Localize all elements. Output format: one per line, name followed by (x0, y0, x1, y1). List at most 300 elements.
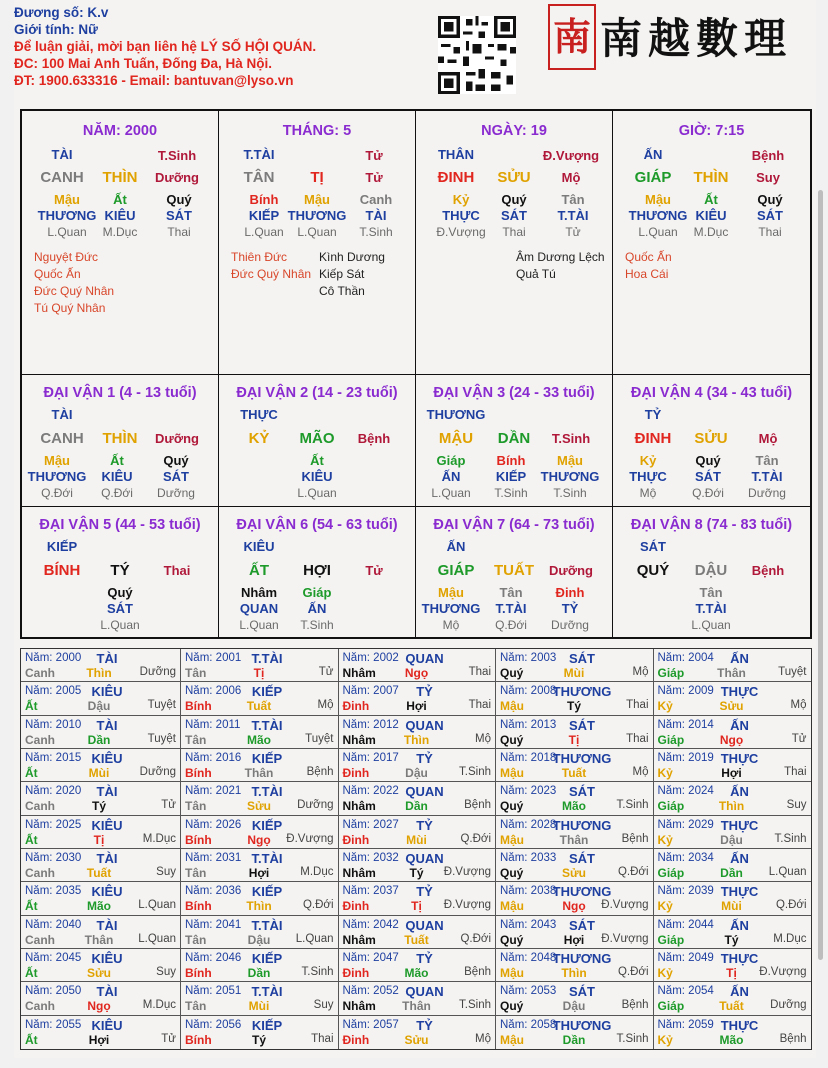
year-label: Năm: 2001 (185, 652, 242, 664)
year-label: Năm: 2016 (185, 752, 242, 764)
luck-pillar-cell (613, 375, 810, 507)
hidden-life-phase: Mộ (442, 618, 460, 632)
year-branch: Mùi (88, 766, 110, 780)
year-ten-god: QUAN (405, 851, 444, 866)
year-cell (339, 782, 497, 815)
year-label: Năm: 2033 (500, 852, 557, 864)
year-cell (654, 649, 811, 682)
heavenly-stem: KỶ (248, 430, 270, 447)
year-cell (654, 916, 811, 949)
year-life-phase: Q.Đới (460, 932, 491, 945)
year-label: Năm: 2030 (25, 852, 82, 864)
year-cell (496, 982, 654, 1015)
year-life-phase: Bệnh (464, 799, 491, 812)
earthly-branch: DẬU (694, 562, 728, 579)
luck-pillar-title: ĐẠI VẬN 6 (54 - 63 tuổi) (236, 517, 398, 533)
hidden-life-phase: L.Quan (691, 618, 731, 632)
year-branch: Sửu (404, 1032, 429, 1047)
year-branch: Thân (559, 832, 589, 847)
year-life-phase: Dưỡng (139, 666, 176, 678)
hidden-ten-god: THỰC (629, 469, 667, 484)
year-label: Năm: 2017 (342, 752, 399, 764)
year-ten-god: KIẾP (251, 751, 283, 766)
year-ten-god: QUAN (405, 717, 444, 733)
hidden-life-phase: Thai (167, 225, 191, 239)
hidden-life-phase: Dưỡng (157, 486, 195, 500)
year-life-phase: Đ.Vượng (759, 966, 807, 978)
year-branch: Thìn (246, 899, 272, 914)
ten-god: THƯƠNG (426, 407, 486, 422)
year-branch: Mùi (563, 666, 585, 680)
hidden-life-phase: Mộ (639, 486, 657, 500)
life-phase: Bệnh (357, 431, 391, 446)
year-ten-god: THỰC (720, 951, 759, 966)
year-branch: Thìn (561, 966, 587, 980)
year-label: Năm: 2012 (342, 718, 399, 731)
year-life-phase: Đ.Vượng (443, 899, 491, 912)
year-stem: Mậu (500, 899, 524, 914)
hidden-stem: Quý (163, 453, 189, 468)
year-branch: Thìn (718, 799, 745, 814)
year-stem: Bính (185, 899, 212, 914)
year-cell (181, 949, 339, 982)
hidden-ten-god: TÀI (365, 208, 387, 223)
year-branch: Mão (404, 966, 429, 980)
luck-pillar-title: ĐẠI VẬN 3 (24 - 33 tuổi) (433, 385, 595, 401)
gender: Giới tính: Nữ (14, 22, 98, 37)
year-ten-god: THỰC (720, 684, 759, 700)
year-ten-god: SÁT (569, 851, 595, 866)
shen-sha-star: Tú Quý Nhân (34, 301, 106, 315)
year-ten-god: QUAN (405, 651, 444, 666)
year-branch: Dần (720, 866, 743, 880)
heavenly-stem: MẬU (438, 430, 474, 447)
year-stem: Mậu (500, 832, 524, 847)
year-life-phase: T.Sinh (616, 799, 649, 812)
shen-sha-star: Cô Thần (319, 284, 365, 298)
year-label: Năm: 2009 (657, 685, 714, 698)
year-ten-god: TÀI (96, 984, 118, 1000)
year-cell (339, 882, 497, 915)
year-branch: Dần (247, 966, 271, 980)
year-cell (21, 749, 181, 782)
earthly-branch: SỬU (694, 430, 728, 447)
life-phase: Bệnh (751, 148, 785, 163)
year-cell (496, 682, 654, 715)
life-phase: Dưỡng (155, 170, 199, 185)
hidden-stem: Quý (695, 453, 721, 468)
year-branch: Tị (726, 966, 737, 980)
year-stem: Giáp (657, 866, 685, 880)
hidden-stem: Quý (166, 192, 192, 207)
year-cell (339, 749, 497, 782)
year-label: Năm: 2041 (185, 918, 242, 931)
year-branch: Tuất (561, 766, 587, 780)
year-cell (654, 782, 811, 815)
year-ten-god: TỶ (416, 951, 433, 966)
year-label: Năm: 2015 (25, 752, 82, 764)
year-cell (21, 649, 181, 682)
year-ten-god: THỰC (720, 1017, 759, 1033)
qr-code-icon[interactable] (438, 16, 516, 94)
hidden-stem: Đinh (555, 585, 585, 600)
year-ten-god: ẤN (730, 784, 749, 800)
year-life-phase: Dưỡng (297, 799, 334, 812)
hidden-life-phase: Q.Đới (495, 618, 527, 632)
year-stem: Ất (25, 766, 38, 780)
year-stem: Kỷ (657, 832, 673, 847)
bazi-grid (20, 109, 812, 639)
year-ten-god: T.TÀI (251, 851, 283, 866)
year-branch: Tị (411, 899, 422, 914)
year-table (20, 648, 812, 1050)
earthly-branch: TUẤT (494, 562, 534, 579)
year-stem: Quý (500, 999, 524, 1014)
hidden-ten-god: KIẾP (248, 208, 280, 223)
earthly-branch: SỬU (497, 169, 531, 186)
hidden-life-phase: L.Quan (431, 486, 471, 500)
ten-god: KIÊU (243, 539, 275, 554)
year-stem: Tân (185, 866, 207, 880)
hidden-life-phase: M.Dục (102, 225, 138, 239)
year-life-phase: Bệnh (306, 766, 334, 778)
shen-sha-star: Kiếp Sát (319, 267, 365, 281)
hidden-ten-god: THƯƠNG (37, 208, 97, 223)
hidden-ten-god: THƯƠNG (287, 208, 347, 223)
year-life-phase: T.Sinh (459, 999, 491, 1012)
year-ten-god: THƯƠNG (552, 684, 612, 700)
luck-pillar-title: ĐẠI VẬN 5 (44 - 53 tuổi) (39, 517, 201, 533)
year-stem: Nhâm (342, 799, 376, 814)
hidden-ten-god: T.TÀI (751, 469, 783, 484)
year-branch: Mão (562, 799, 586, 814)
year-life-phase: Q.Đới (775, 899, 807, 912)
year-branch: Hợi (721, 766, 742, 780)
ten-god: TÀI (51, 147, 73, 162)
year-stem: Giáp (657, 732, 685, 747)
year-branch: Ngọ (404, 666, 429, 680)
hidden-stem: Mậu (557, 453, 583, 468)
year-label: Năm: 2055 (25, 1018, 82, 1031)
year-label: Năm: 2024 (657, 785, 714, 798)
hidden-stem: Ất (113, 192, 127, 207)
hidden-ten-god: KIÊU (695, 208, 727, 223)
year-ten-god: TỶ (416, 751, 433, 766)
year-label: Năm: 2013 (500, 718, 557, 731)
year-ten-god: KIẾP (251, 1017, 283, 1033)
hidden-stem: Tân (699, 585, 723, 600)
ten-god: THỰC (240, 407, 278, 422)
year-branch: Thân (244, 766, 274, 780)
year-stem: Nhâm (342, 666, 376, 680)
life-phase: Bệnh (751, 563, 785, 578)
pillar-title: NĂM: 2000 (82, 123, 158, 139)
year-label: Năm: 2031 (185, 852, 242, 864)
year-stem: Đinh (342, 899, 370, 914)
year-branch: Hợi (248, 866, 270, 880)
year-cell (654, 849, 811, 882)
year-cell (654, 682, 811, 715)
year-branch: Mão (87, 899, 111, 914)
earthly-branch: THÌN (102, 169, 138, 186)
hidden-ten-god: KIÊU (301, 469, 333, 484)
year-life-phase: Mộ (475, 732, 491, 745)
year-stem: Nhâm (342, 732, 376, 747)
year-stem: Ất (25, 832, 38, 847)
year-label: Năm: 2058 (500, 1018, 557, 1031)
earthly-branch: TÝ (110, 562, 130, 579)
hidden-life-phase: Q.Đới (41, 486, 73, 500)
hidden-stem: Tân (561, 192, 585, 207)
year-stem: Tân (185, 932, 207, 947)
life-phase: Tử (365, 148, 383, 163)
heavenly-stem: ĐINH (437, 169, 475, 186)
year-stem: Giáp (657, 666, 685, 680)
year-label: Năm: 2038 (500, 885, 557, 898)
hidden-life-phase: Q.Đới (692, 486, 724, 500)
hidden-stem: Kỷ (452, 192, 470, 207)
ten-god: TỶ (644, 407, 662, 422)
year-stem: Canh (25, 866, 55, 880)
year-ten-god: TỶ (416, 817, 433, 833)
year-branch: Dậu (247, 932, 271, 947)
year-stem: Bính (185, 966, 212, 980)
year-stem: Đinh (342, 699, 370, 714)
pillar-cell (416, 111, 613, 375)
luck-pillar-cell (416, 507, 613, 637)
year-cell (654, 716, 811, 749)
year-cell (21, 1016, 181, 1049)
year-cell (654, 1016, 811, 1049)
year-branch: Thân (402, 999, 431, 1014)
year-label: Năm: 2010 (25, 718, 82, 731)
year-label: Năm: 2028 (500, 818, 557, 831)
hidden-stem: Quý (757, 192, 783, 207)
year-cell (21, 849, 181, 882)
year-cell (654, 816, 811, 849)
year-stem: Tân (185, 732, 207, 747)
hidden-life-phase: L.Quan (244, 225, 284, 239)
ten-god: THÂN (437, 147, 475, 162)
year-life-phase: Mộ (317, 699, 334, 712)
seal-stamp: 南 (548, 4, 596, 70)
year-label: Năm: 2023 (500, 785, 557, 798)
year-branch: Tuất (246, 699, 272, 714)
ten-god: T.TÀI (243, 147, 275, 162)
year-stem: Giáp (657, 932, 685, 947)
year-cell (654, 749, 811, 782)
hidden-life-phase: T.Sinh (359, 225, 393, 239)
heavenly-stem: QUÝ (636, 562, 670, 579)
year-branch: Mão (719, 1032, 744, 1047)
year-stem: Kỷ (657, 1032, 673, 1047)
year-ten-god: KIẾP (251, 817, 283, 833)
year-stem: Ất (25, 899, 38, 914)
year-life-phase: Suy (156, 966, 176, 978)
luck-pillar-cell (219, 375, 416, 507)
year-life-phase: Tử (161, 799, 176, 812)
year-branch: Thìn (86, 666, 112, 680)
year-branch: Thân (717, 666, 746, 680)
year-life-phase: Thai (626, 699, 649, 712)
year-label: Năm: 2000 (25, 652, 82, 664)
year-ten-god: SÁT (569, 784, 595, 800)
luck-pillar-cell (416, 375, 613, 507)
hidden-stem: Mậu (304, 192, 330, 207)
hidden-stem: Ất (310, 453, 324, 468)
year-ten-god: ẤN (730, 851, 749, 866)
year-cell (21, 716, 181, 749)
year-ten-god: ẤN (730, 651, 749, 666)
hidden-stem: Mậu (44, 453, 70, 468)
year-label: Năm: 2045 (25, 952, 82, 964)
year-stem: Mậu (500, 1032, 524, 1047)
luck-pillar-title: ĐẠI VẬN 7 (64 - 73 tuổi) (433, 517, 595, 533)
shen-sha-star: Đức Quý Nhân (231, 267, 312, 281)
year-label: Năm: 2042 (342, 918, 399, 931)
year-cell (496, 849, 654, 882)
year-ten-god: THỰC (720, 884, 759, 900)
year-branch: Hợi (563, 932, 585, 947)
heavenly-stem: BÍNH (43, 562, 81, 579)
year-branch: Hợi (88, 1032, 110, 1047)
luck-pillar-cell (22, 507, 219, 637)
year-ten-god: THƯƠNG (552, 951, 612, 966)
ten-god: ẤN (446, 539, 466, 554)
hidden-ten-god: KIÊU (101, 469, 133, 484)
shen-sha-star: Quốc Ấn (625, 250, 672, 264)
year-life-phase: Tử (791, 732, 807, 745)
year-life-phase: M.Dục (142, 999, 176, 1012)
hidden-ten-god: THỰC (442, 208, 480, 223)
year-life-phase: Suy (786, 799, 807, 812)
year-label: Năm: 2005 (25, 685, 82, 698)
year-branch: Dần (87, 732, 111, 747)
scrollbar[interactable] (818, 190, 823, 960)
year-stem: Mậu (500, 966, 524, 980)
year-cell (181, 649, 339, 682)
heavenly-stem: CANH (40, 430, 84, 447)
luck-pillar-title: ĐẠI VẬN 4 (34 - 43 tuổi) (630, 385, 793, 401)
year-cell (339, 716, 497, 749)
year-label: Năm: 2047 (342, 952, 399, 964)
year-stem: Kỷ (657, 899, 673, 914)
year-cell (496, 782, 654, 815)
year-label: Năm: 2059 (657, 1018, 714, 1031)
year-label: Năm: 2046 (185, 952, 242, 964)
year-stem: Giáp (657, 999, 685, 1014)
hidden-life-phase: L.Quan (100, 618, 140, 632)
year-stem: Ất (25, 966, 38, 980)
year-cell (339, 982, 497, 1015)
year-branch: Ngọ (562, 899, 586, 914)
year-stem: Bính (185, 699, 212, 714)
year-life-phase: L.Quan (138, 899, 176, 912)
year-cell (339, 816, 497, 849)
earthly-branch: DẦN (497, 430, 531, 447)
hidden-stem: Giáp (436, 453, 466, 468)
year-label: Năm: 2029 (657, 818, 714, 831)
heavenly-stem: TÂN (243, 169, 275, 186)
year-cell (181, 816, 339, 849)
year-branch: Tuất (719, 999, 744, 1014)
contact-phone-email: ĐT: 1900.633316 - Email: bantuvan@lyso.vn (14, 73, 294, 88)
year-ten-god: T.TÀI (251, 651, 283, 666)
year-stem: Đinh (342, 1032, 370, 1047)
year-ten-god: T.TÀI (251, 984, 283, 1000)
year-label: Năm: 2049 (657, 952, 714, 964)
year-label: Năm: 2040 (25, 918, 82, 931)
year-label: Năm: 2018 (500, 752, 557, 764)
year-label: Năm: 2003 (500, 652, 557, 664)
year-stem: Bính (185, 1032, 212, 1047)
year-life-phase: Đ.Vượng (601, 899, 649, 912)
year-life-phase: Đ.Vượng (286, 832, 334, 845)
year-life-phase: Q.Đới (617, 966, 649, 978)
year-life-phase: Bệnh (779, 1032, 807, 1045)
hidden-life-phase: Đ.Vượng (436, 225, 486, 239)
pillar-cell (219, 111, 416, 375)
life-phase: Suy (756, 170, 780, 185)
hidden-life-phase: L.Quan (239, 618, 279, 632)
year-branch: Hợi (406, 699, 427, 714)
year-label: Năm: 2048 (500, 952, 557, 964)
year-ten-god: THỰC (720, 817, 759, 833)
year-branch: Tuất (86, 866, 112, 880)
year-life-phase: Tuyệt (147, 732, 176, 745)
year-cell (496, 882, 654, 915)
year-ten-god: SÁT (569, 917, 595, 933)
year-ten-god: ẤN (730, 717, 749, 733)
year-label: Năm: 2002 (342, 652, 399, 664)
hidden-ten-god: THƯƠNG (27, 469, 87, 484)
year-cell (496, 816, 654, 849)
year-cell (181, 716, 339, 749)
year-life-phase: Tuyệt (305, 732, 334, 745)
shen-sha-star: Thiên Đức (231, 250, 288, 264)
year-stem: Bính (185, 766, 212, 780)
heavenly-stem: CANH (40, 169, 84, 186)
year-ten-god: KIÊU (91, 751, 123, 766)
year-label: Năm: 2035 (25, 885, 82, 898)
year-cell (654, 982, 811, 1015)
year-ten-god: QUAN (405, 784, 444, 800)
year-branch: Tý (724, 932, 739, 947)
hidden-ten-god: T.TÀI (557, 208, 589, 223)
year-branch: Mùi (248, 999, 270, 1014)
brand-logo: 南越數理 (600, 14, 793, 63)
year-ten-god: THỰC (720, 751, 759, 766)
year-ten-god: KIÊU (91, 884, 123, 900)
year-ten-god: QUAN (405, 984, 444, 1000)
hidden-ten-god: T.TÀI (695, 601, 727, 616)
life-phase: Mộ (758, 431, 778, 446)
year-label: Năm: 2025 (25, 818, 82, 831)
year-branch: Ngọ (87, 999, 111, 1014)
year-stem: Tân (185, 999, 207, 1014)
year-stem: Nhâm (342, 866, 376, 880)
hidden-ten-god: THƯƠNG (628, 208, 688, 223)
year-ten-god: TỶ (416, 884, 433, 900)
year-branch: Sửu (561, 866, 587, 880)
year-cell (21, 682, 181, 715)
year-stem: Canh (25, 932, 55, 947)
year-life-phase: Đ.Vượng (601, 932, 649, 945)
hidden-ten-god: SÁT (501, 208, 527, 223)
year-ten-god: THƯƠNG (552, 817, 612, 833)
year-cell (21, 816, 181, 849)
shen-sha-star: Quả Tú (516, 267, 556, 281)
